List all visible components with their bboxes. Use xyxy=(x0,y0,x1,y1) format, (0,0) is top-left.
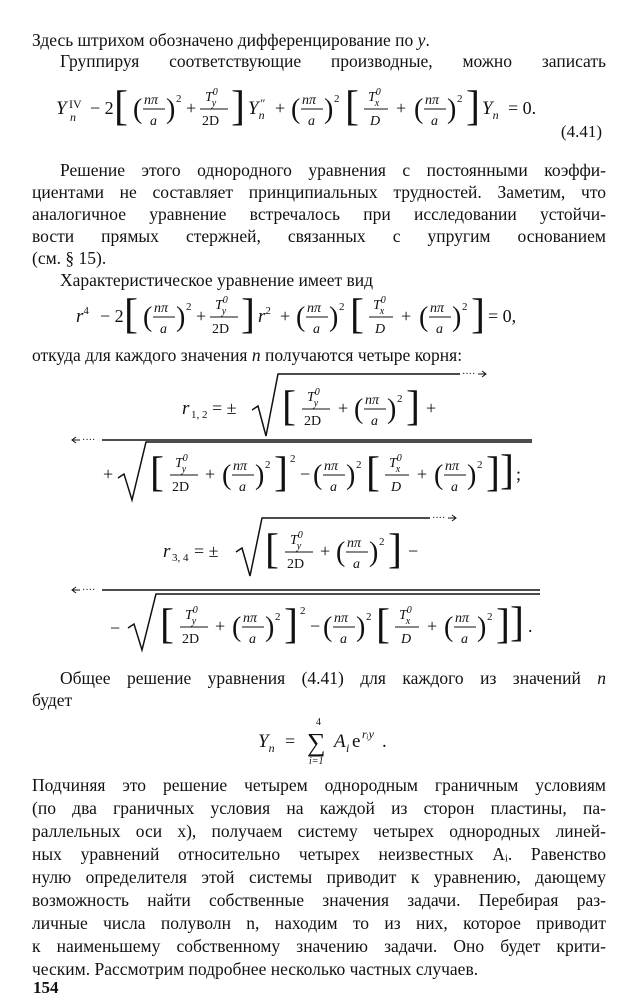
plus: + xyxy=(205,464,216,484)
plus: + xyxy=(215,616,226,636)
paragraph-line: раллельных оси x), получаем систему четырех однородных линей- xyxy=(32,821,606,841)
bracket-right: ] xyxy=(241,292,255,338)
sum-sign: ∑ xyxy=(307,728,326,757)
frac-den: a xyxy=(371,414,378,429)
bracket-left: [ xyxy=(265,527,279,573)
bracket-right: ] xyxy=(510,600,524,646)
plus: + xyxy=(396,98,407,118)
exp: 2 xyxy=(275,611,281,623)
paragraph-line: (по два граничных условия на каждой из сторон пластины, па- xyxy=(32,798,606,818)
minus: − xyxy=(408,541,419,561)
equals: = xyxy=(285,731,296,751)
paragraph-line: к наименьшему собственному значению задачи. Оно будет крити- xyxy=(32,936,606,956)
T-x-0: $T^0$ x xyxy=(399,605,412,627)
bracket-right: ] xyxy=(486,450,500,496)
frac-den: a xyxy=(340,632,347,647)
paren: ) xyxy=(387,394,397,425)
frac-num: nπ xyxy=(425,93,440,108)
eq-n: n xyxy=(70,110,76,124)
exp: 2 xyxy=(462,301,468,313)
Y-second: $Y_n''$ xyxy=(248,96,265,122)
bracket-left: [ xyxy=(366,450,380,496)
continuation-dots: ···· xyxy=(432,513,446,524)
equals-zero: = 0, xyxy=(488,306,517,326)
period: . xyxy=(528,616,533,636)
e: e xyxy=(352,731,361,752)
r-subscript: 1, 2 xyxy=(191,409,208,421)
T-x-0: $T^0$ x xyxy=(373,295,386,317)
paren: ) xyxy=(324,94,334,125)
frac-num: nπ xyxy=(302,93,317,108)
semicolon: ; xyxy=(516,464,522,484)
plus: + xyxy=(427,616,438,636)
paren: ( xyxy=(434,460,444,491)
variable-y: y xyxy=(417,30,426,50)
plus: + xyxy=(280,306,291,326)
bracket-right: ] xyxy=(274,450,288,496)
minus: − xyxy=(110,618,121,638)
paren: ) xyxy=(369,537,379,568)
line-text: Общее решение уравнения (4.41) для каждого из значений xyxy=(60,668,598,688)
paren: ( xyxy=(336,537,346,568)
frac-den: 2D xyxy=(202,114,220,129)
exp: 2 xyxy=(487,611,493,623)
paren: ( xyxy=(313,460,323,491)
r4: $r^4$ xyxy=(76,305,89,327)
paragraph-line: будет xyxy=(32,690,73,710)
exp: 2 xyxy=(356,459,362,471)
equation-4-41 xyxy=(0,78,636,146)
T-y-0: $T^0$ y xyxy=(290,530,303,552)
paren: ( xyxy=(354,394,364,425)
exp: 2 xyxy=(339,301,345,313)
frac-den: 2D xyxy=(287,557,305,572)
paragraph-line: ных уравнений относительно четырех неизвестных Aᵢ. Равенство xyxy=(32,844,606,864)
page-number: 154 xyxy=(33,978,59,997)
exp: 2 xyxy=(379,536,385,548)
frac-den: 2D xyxy=(182,632,200,647)
plus: + xyxy=(186,98,197,118)
frac-num: nπ xyxy=(430,301,445,316)
T-y-0: $T^0$ y xyxy=(175,453,188,475)
paragraph-line: вости прямых стержней, связанных с упругим основанием xyxy=(32,226,606,246)
eq-pm: = ± xyxy=(212,398,237,418)
frac-den: a xyxy=(239,480,246,495)
text-line-roots xyxy=(32,344,606,366)
A: A xyxy=(334,731,346,752)
text-line-general xyxy=(60,667,606,689)
frac-den: a xyxy=(313,322,320,337)
continuation-dots: ···· xyxy=(82,435,96,446)
exp: 2 xyxy=(334,93,340,105)
frac-num: nπ xyxy=(324,459,339,474)
continuation-dots: ···· xyxy=(82,585,96,596)
plus: + xyxy=(320,541,331,561)
T-y-0: $T^0$ y xyxy=(215,295,228,317)
paren: ( xyxy=(232,612,242,643)
r: r xyxy=(182,398,190,419)
general-solution xyxy=(0,712,636,772)
paragraph-line: циентами не составляет принципиальных трудностей. Заметим, что xyxy=(32,182,606,202)
minus-2: − 2 xyxy=(100,306,124,326)
frac-num: nπ xyxy=(154,301,169,316)
exp: 2 xyxy=(366,611,372,623)
paren: ( xyxy=(419,302,429,333)
frac-den: a xyxy=(461,632,468,647)
paren: ) xyxy=(255,460,265,491)
variable-n: n xyxy=(597,668,606,688)
frac-den: D xyxy=(370,114,381,129)
exp: 2 xyxy=(397,393,403,405)
paragraph-line: (см. § 15). xyxy=(32,248,107,268)
eq-Y: Y xyxy=(56,98,67,119)
paren: ) xyxy=(346,460,356,491)
bracket-left: [ xyxy=(114,84,128,130)
bracket-left: [ xyxy=(350,292,364,338)
paren: ) xyxy=(452,302,462,333)
frac-den: 2D xyxy=(212,322,230,337)
frac-num: nπ xyxy=(365,393,380,408)
exp: 2 xyxy=(265,459,271,471)
T-x-0: $T^0$ x xyxy=(368,87,381,109)
paragraph-line: Характеристическое уравнение имеет вид xyxy=(60,270,374,290)
eq-pm: = ± xyxy=(194,541,219,561)
r-subscript: 3, 4 xyxy=(172,552,189,564)
variable-n: n xyxy=(251,345,261,365)
paragraph-line: Решение этого однородного уравнения с постоянными коэффи- xyxy=(60,160,606,180)
plus: + xyxy=(196,306,207,326)
frac-num: nπ xyxy=(307,301,322,316)
bracket-left: [ xyxy=(282,384,296,430)
paren: ) xyxy=(329,302,339,333)
paragraph-line: ческим. Рассмотрим подробнее несколько частных случаев. xyxy=(32,959,479,979)
exponent: rᵢy xyxy=(362,727,374,741)
paren: ( xyxy=(323,612,333,643)
frac-den: D xyxy=(375,322,386,337)
paragraph-line: аналогичное уравнение встречалось при исследовании устойчи- xyxy=(32,204,606,224)
frac-num: nπ xyxy=(243,611,258,626)
eq-minus-2: − 2 xyxy=(90,98,114,118)
r2: $r^2$ xyxy=(258,305,271,327)
arrow-left-icon xyxy=(72,437,80,443)
equals-zero: = 0. xyxy=(508,98,537,118)
frac-den: a xyxy=(160,322,167,337)
roots-equations xyxy=(0,366,636,654)
arrow-right-icon xyxy=(478,371,486,377)
r: r xyxy=(163,541,171,562)
T-y-0: $T^0$ y xyxy=(307,387,320,409)
frac-num: nπ xyxy=(347,536,362,551)
minus: − xyxy=(300,464,311,484)
exp: 2 xyxy=(457,93,463,105)
frac-den: a xyxy=(249,632,256,647)
characteristic-equation xyxy=(0,290,636,344)
frac-den: a xyxy=(431,114,438,129)
T-y-0: $T^0$ y xyxy=(185,605,198,627)
equation-number: (4.41) xyxy=(560,122,602,141)
plus: + xyxy=(417,464,428,484)
exp: 2 xyxy=(176,93,182,105)
frac-num: nπ xyxy=(455,611,470,626)
paren: ) xyxy=(265,612,275,643)
frac-den: a xyxy=(150,114,157,129)
plus: + xyxy=(103,464,114,484)
line-text: Здесь штрихом обозначено дифференцирование по xyxy=(32,30,418,50)
A-subscript: i xyxy=(346,741,350,755)
Y-n: $Y_n$ xyxy=(258,731,275,755)
frac-den: a xyxy=(330,480,337,495)
plus: + xyxy=(338,398,349,418)
exp: 2 xyxy=(477,459,483,471)
frac-den: 2D xyxy=(304,414,322,429)
paren: ) xyxy=(467,460,477,491)
bracket-left: [ xyxy=(124,292,138,338)
line-text: откуда для каждого значения xyxy=(32,345,252,365)
arrow-left-icon xyxy=(72,587,80,593)
paragraph-line: личные числа полуволн n, находим то из них, которое приводит xyxy=(32,913,606,933)
bracket-right: ] xyxy=(471,292,485,338)
frac-den: a xyxy=(353,557,360,572)
paren: ( xyxy=(296,302,306,333)
frac-den: 2D xyxy=(172,480,190,495)
paren: ) xyxy=(166,94,176,125)
bracket-left: [ xyxy=(160,602,174,648)
bracket-right: ] xyxy=(284,602,298,648)
plus: + xyxy=(401,306,412,326)
minus: − xyxy=(310,616,321,636)
exp: 2 xyxy=(186,301,192,313)
text-line-2: Группируя соответствующие производные, можно записать xyxy=(60,51,606,71)
paragraph-line: возможность найти собственные значения задачи. Перебирая раз- xyxy=(32,890,606,910)
paren: ) xyxy=(477,612,487,643)
paren: ( xyxy=(291,94,301,125)
exp: 2 xyxy=(290,453,296,465)
text-line-1: Здесь штрихом обозначено дифференцирование по y. xyxy=(32,30,430,50)
frac-den: a xyxy=(308,114,315,129)
paren: ( xyxy=(414,94,424,125)
paren: ) xyxy=(447,94,457,125)
sum-upper: 4 xyxy=(316,717,321,728)
bracket-left: [ xyxy=(345,84,359,130)
bracket-left: [ xyxy=(150,450,164,496)
paren: ) xyxy=(176,302,186,333)
bracket-left: [ xyxy=(376,602,390,648)
arrow-right-icon xyxy=(448,515,456,521)
plus: + xyxy=(426,398,437,418)
frac-num: nπ xyxy=(334,611,349,626)
sum-lower: i=1 xyxy=(309,756,324,767)
eq-IV: IV xyxy=(69,97,82,111)
period: . xyxy=(382,731,387,752)
bracket-right: ] xyxy=(388,527,402,573)
bracket-right: ] xyxy=(496,602,510,648)
frac-num: nπ xyxy=(445,459,460,474)
paren: ( xyxy=(444,612,454,643)
paragraph-line: Подчиняя это решение четырем однородным граничным условиям xyxy=(32,775,606,795)
frac-den: a xyxy=(436,322,443,337)
bracket-right: ] xyxy=(500,448,514,494)
T-y-0: $T^0$ y xyxy=(205,87,218,109)
paren: ( xyxy=(133,94,143,125)
paren: ( xyxy=(222,460,232,491)
frac-num: nπ xyxy=(144,93,159,108)
line-text: получаются четыре корня: xyxy=(260,345,463,365)
exp: 2 xyxy=(300,605,306,617)
T-x-0: $T^0$ x xyxy=(389,453,402,475)
bracket-right: ] xyxy=(231,84,245,130)
frac-num: nπ xyxy=(233,459,248,474)
paren: ( xyxy=(143,302,153,333)
frac-den: D xyxy=(401,632,412,647)
bracket-right: ] xyxy=(466,84,480,130)
continuation-dots: ···· xyxy=(462,369,476,380)
frac-den: D xyxy=(391,480,402,495)
Y-n: $Y_n$ xyxy=(482,98,499,122)
paragraph-line: нулю определителя этой системы приводит к уравнению, дающему xyxy=(32,867,606,887)
frac-den: a xyxy=(451,480,458,495)
paren: ) xyxy=(356,612,366,643)
bracket-right: ] xyxy=(406,384,420,430)
plus: + xyxy=(275,98,286,118)
